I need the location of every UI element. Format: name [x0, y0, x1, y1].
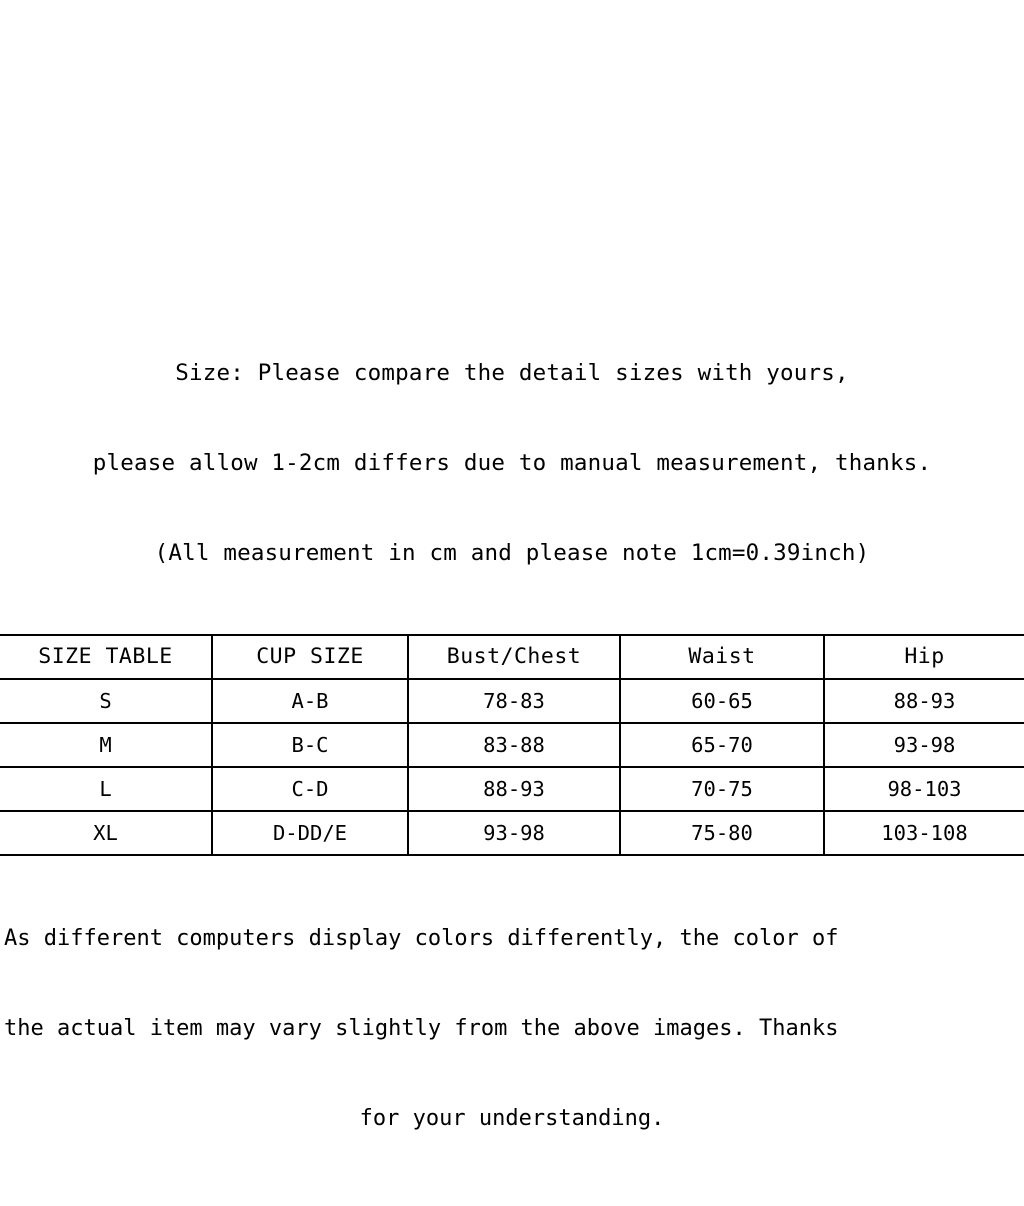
size-instructions-line-2: please allow 1-2cm differs due to manual measurement, thanks. [92, 450, 932, 476]
table-row [0, 679, 1024, 723]
cell-hip: 88-93 [824, 679, 1024, 723]
color-disclaimer-line-3: for your understanding. [359, 1106, 665, 1131]
column-header-hip: Hip [824, 635, 1024, 679]
color-disclaimer [0, 856, 1024, 1206]
color-disclaimer-line-2: the actual item may vary slightly from the above images. Thanks [4, 1016, 839, 1041]
cell-hip: 103-108 [824, 811, 1024, 855]
cell-size: M [0, 723, 212, 767]
cell-bust-chest: 83-88 [408, 723, 620, 767]
cell-size: S [0, 679, 212, 723]
column-header-cup-size: CUP SIZE [212, 635, 408, 679]
table-row [0, 723, 1024, 767]
size-instructions-line-3: (All measurement in cm and please note 1cm=0.39inch) [154, 540, 870, 566]
column-header-size-table: SIZE TABLE [0, 635, 212, 679]
cell-bust-chest: 78-83 [408, 679, 620, 723]
cell-cup-size: B-C [212, 723, 408, 767]
cell-hip: 98-103 [824, 767, 1024, 811]
size-chart-block [0, 288, 1024, 1206]
cell-cup-size: A-B [212, 679, 408, 723]
cell-hip: 93-98 [824, 723, 1024, 767]
size-table [0, 634, 1024, 856]
size-instructions-line-1: Size: Please compare the detail sizes with yours, [175, 360, 849, 386]
cell-size: XL [0, 811, 212, 855]
cell-waist: 60-65 [620, 679, 824, 723]
cell-waist: 65-70 [620, 723, 824, 767]
table-header-row [0, 635, 1024, 679]
cell-cup-size: C-D [212, 767, 408, 811]
cell-bust-chest: 93-98 [408, 811, 620, 855]
cell-cup-size: D-DD/E [212, 811, 408, 855]
color-disclaimer-line-1: As different computers display colors differently, the color of [4, 926, 839, 951]
size-instructions [0, 288, 1024, 634]
cell-bust-chest: 88-93 [408, 767, 620, 811]
cell-waist: 75-80 [620, 811, 824, 855]
cell-waist: 70-75 [620, 767, 824, 811]
column-header-waist: Waist [620, 635, 824, 679]
column-header-bust-chest: Bust/Chest [408, 635, 620, 679]
table-row [0, 767, 1024, 811]
cell-size: L [0, 767, 212, 811]
table-row [0, 811, 1024, 855]
